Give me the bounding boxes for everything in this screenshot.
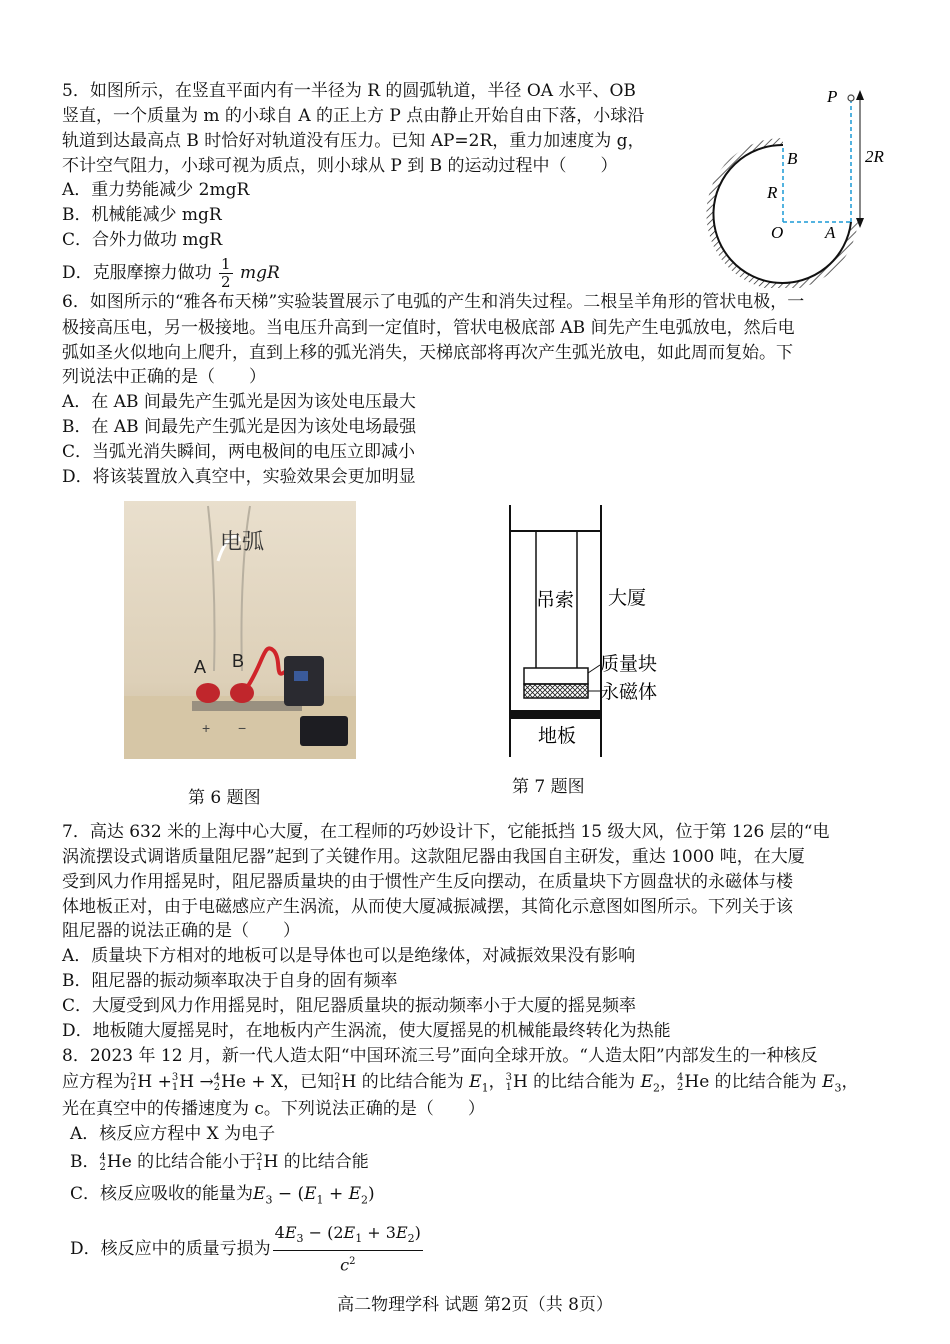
q8-option-d[interactable] [70, 1222, 425, 1277]
q6-option-b[interactable]: B．在 AB 间最先产生弧光是因为该处电场最强 [62, 417, 417, 437]
q7-stem-line: 7．高达 632 米的上海中心大厦，在工程师的巧妙设计下，它能抵挡 15 级大风，位于第 126 层的“电 [62, 822, 830, 842]
page-footer: 高二物理学科 试题 第2页（共 8页） [337, 1295, 613, 1315]
q5-option-d[interactable] [62, 256, 280, 291]
q7-figure [500, 505, 690, 760]
q5-option-d-prefix: D．克服摩擦力做功 [62, 263, 212, 283]
q8-stem-line: 8．2023 年 12 月，新一代人造太阳“中国环流三号”面向全球开放。“人造太阳”内部发生的一种核反 [62, 1046, 818, 1066]
q5-stem-line: 不计空气阻力，小球可视为质点，则小球从 P 到 B 的运动过程中（ ） [62, 156, 618, 176]
q6-stem-line: 极接高压电，另一极接地。当电压升高到一定值时，管状电极底部 AB 间先产生电弧放电，然后电 [62, 318, 795, 338]
label-mass: 质量块 [600, 653, 658, 675]
label-r: R [767, 183, 778, 202]
label-magnet: 永磁体 [600, 681, 658, 703]
floor [510, 710, 601, 719]
q5-option-b[interactable]: B．机械能减少 mgR [62, 205, 222, 225]
q7-stem-line: 受到风力作用摇晃时，阻尼器质量块的由于惯性产生反向摆动，在质量块下方圆盘状的永磁体与楼 [62, 872, 793, 892]
photo-label-arc: 电弧 [220, 530, 265, 555]
photo-label-minus: − [238, 720, 247, 736]
q6-stem-line: 列说法中正确的是（ ） [62, 367, 266, 387]
q8-option-b[interactable]: B． 4 2 He 的比结合能小于 2 1 H 的比结合能 [70, 1151, 369, 1173]
q7-option-c[interactable]: C．大厦受到风力作用摇晃时，阻尼器质量块的振动频率小于大厦的摇晃频率 [62, 996, 637, 1016]
ball-p [848, 95, 854, 101]
q5-option-c[interactable]: C．合外力做功 mgR [62, 230, 223, 250]
circular-track [713, 145, 851, 283]
q6-option-d[interactable]: D．将该装置放入真空中，实验效果会更加明显 [62, 467, 416, 487]
q6-figure-caption: 第 6 题图 [188, 788, 261, 808]
q6-option-a[interactable]: A．在 AB 间最先产生弧光是因为该处电压最大 [62, 392, 416, 412]
q8-stem-line: 应方程为 2 1 H + 3 1 H → 4 2 He + X，已知 2 1 H 的比结合能为 $E_1$， 3 1 H 的比结合能为 $E_2$， 4 2 He 的比结合能为 $E_3$， [62, 1071, 859, 1095]
q8-option-c[interactable]: C．核反应吸收的能量为$E_3 - (E_1 + E_2)$ [70, 1184, 375, 1207]
q7-option-d[interactable]: D．地板随大厦摇晃时，在地板内产生涡流，使大厦摇晃的机械能最终转化为热能 [62, 1021, 671, 1041]
permanent-magnet [524, 684, 588, 698]
q8-option-b-text: 的比结合能小于 [137, 1152, 257, 1172]
q8-option-c-text: C．核反应吸收的能量为 [70, 1184, 254, 1204]
q7-option-a[interactable]: A．质量块下方相对的地板可以是导体也可以是绝缘体，对减振效果没有影响 [62, 946, 636, 966]
label-a: A [825, 223, 836, 242]
q6-stem-line: 弧如圣火似地向上爬升，直到上移的弧光消失，天梯底部将再次产生弧光放电，如此周而复始。下 [62, 343, 793, 363]
mass-defect-fraction: $\frac{4E_3 - (2E_1 + 3E_2)}{c^2}$ [274, 1223, 421, 1275]
q8-equation-prefix: 应方程为 [62, 1072, 130, 1092]
jacob-ladder-photo [124, 501, 356, 759]
fraction-numerator: 1 [221, 255, 231, 273]
mass-block [524, 668, 588, 684]
q6-option-c[interactable]: C．当弧光消失瞬间，两电极间的电压立即减小 [62, 442, 416, 462]
q7-figure-caption: 第 7 题图 [512, 777, 585, 797]
q8-stem-line: 光在真空中的传播速度为 c。下列说法正确的是（ ） [62, 1099, 485, 1119]
q7-stem-line: 体地板正对，由于电磁感应产生涡流，从而使大厦减振减摆，其简化示意图如图所示。下列关于该 [62, 897, 793, 917]
label-o: O [771, 223, 784, 242]
q5-stem-line: 5．如图所示，在竖直平面内有一半径为 R 的圆弧轨道，半径 OA 水平、OB [62, 81, 636, 101]
q6-stem-line: 6．如图所示的“雅各布天梯”实验装置展示了电弧的产生和消失过程。二根呈羊角形的管状电极，一 [62, 292, 805, 312]
q8-option-d-text: D．核反应中的质量亏损为 [70, 1238, 271, 1259]
photo-label-a: A [194, 657, 207, 677]
label-b: B [787, 149, 798, 168]
fraction [219, 256, 233, 291]
q5-option-a[interactable]: A．重力势能减少 2mgR [62, 180, 250, 200]
q8-equation-suffix: ，已知 [283, 1072, 335, 1092]
label-floor: 地板 [538, 725, 577, 747]
q5-stem-line: 轨道到达最高点 B 时恰好对轨道没有压力。已知 AP=2R，重力加速度为 g， [62, 131, 645, 151]
q5-figure [705, 78, 895, 288]
photo-label-plus: + [202, 720, 211, 736]
label-building: 大厦 [608, 587, 647, 609]
photo-label-b: B [232, 651, 245, 671]
label-p: P [827, 87, 838, 106]
q7-option-b[interactable]: B．阻尼器的振动频率取决于自身的固有频率 [62, 971, 398, 991]
q7-stem-line: 涡流摆设式调谐质量阻尼器”起到了关键作用。这款阻尼器由我国自主研发，重达 1000 吨，在大厦 [62, 847, 805, 867]
label-2r: 2R [865, 147, 884, 166]
nuclear-equation: 2 1 H + 3 1 H → 4 2 He + X [130, 1071, 284, 1093]
q5-stem-line: 竖直，一个质量为 m 的小球自 A 的正上方 P 点由静止开始自由下落，小球沿 [62, 106, 645, 126]
q8-option-a[interactable]: A．核反应方程中 X 为电子 [70, 1124, 276, 1144]
label-cable: 吊索 [536, 589, 575, 611]
q5-option-d-suffix: mgR [240, 263, 280, 283]
track-hatch [706, 138, 858, 288]
fraction-denominator: 2 [221, 273, 231, 291]
q7-stem-line: 阻尼器的说法正确的是（ ） [62, 921, 300, 941]
